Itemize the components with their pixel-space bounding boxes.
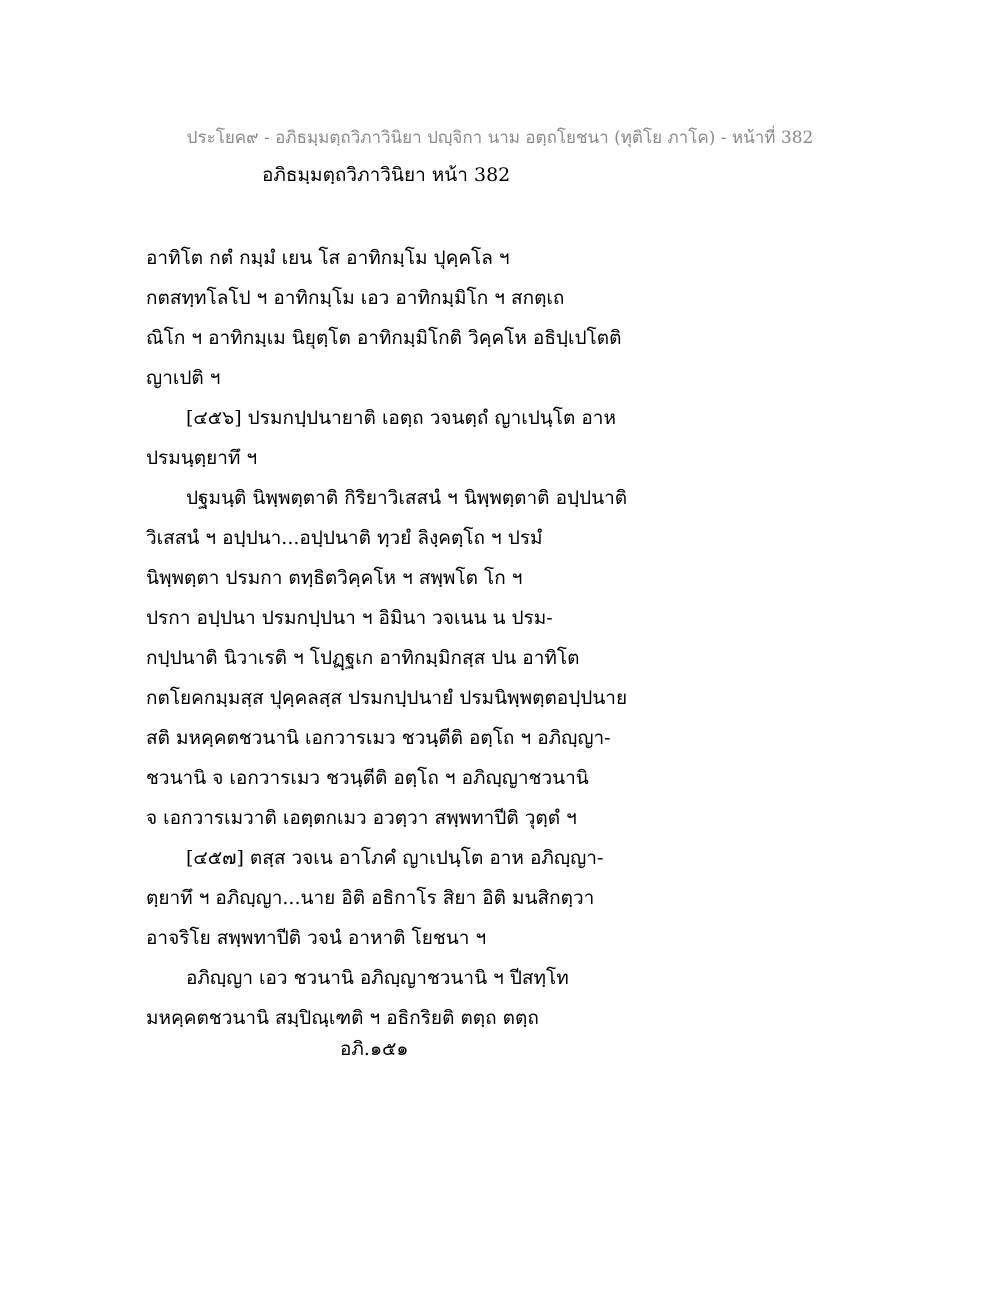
text-line: จ เอกวารเมวาติ เอตฺตกเมว อวตฺวา สพฺพทาปีติ วุตฺตํ ฯ: [146, 807, 577, 829]
text-line: วิเสสนํ ฯ อปฺปนา...อปฺปนาติ ทฺวยํ ลิงฺคตฺโถ ฯ ปรมํ: [146, 527, 543, 549]
paragraph-start-line: [๔๕๖] ปรมกปฺปนายาติ เอตฺถ วจนตฺถํ ญาเปนฺโต อาห: [186, 407, 616, 429]
text-line: กตโยคกมฺมสฺส ปุคฺคลสฺส ปรมกปฺปนายํ ปรมนิพฺพตฺตอปฺปนาย: [146, 687, 628, 709]
text-line: ปรกา อปฺปนา ปรมกปฺปนา ฯ อิมินา วจเนน น ปรม-: [146, 607, 553, 629]
text-line: กตสทฺทโลโป ฯ อาทิกมฺโม เอว อาทิกมฺมิโก ฯ สกตฺเถ: [146, 287, 565, 309]
paragraph-start-line: [๔๕๗] ตสฺส วจเน อาโภคํ ญาเปนฺโต อาห อภิญฺญา-: [186, 847, 604, 869]
paragraph-start-line: อภิญฺญา เอว ชวนานิ อภิญฺญาชวนานิ ฯ ปีสทฺโท: [186, 967, 569, 989]
text-line: สติ มหคฺคตชวนานิ เอกวารเมว ชวนฺตีติ อตฺโถ ฯ อภิญฺญา-: [146, 727, 611, 749]
text-line: มหคฺคตชวนานิ สมฺปิณฺเฑติ ฯ อธิกริยติ ตตฺถ ตตฺถ: [146, 1007, 539, 1029]
body-text: [146, 238, 846, 1038]
page-heading: อภิธมฺมตฺถวิภาวินิยา หน้า 382: [262, 164, 511, 186]
paragraph-start-line: ปฐมนฺติ นิพฺพตฺตาติ กิริยาวิเสสนํ ฯ นิพฺพตฺตาติ อปฺปนาติ: [186, 487, 628, 509]
text-line: ชวนานิ จ เอกวารเมว ชวนฺตีติ อตฺโถ ฯ อภิญฺญาชวนานิ: [146, 767, 589, 789]
running-header-text: ประโยค๙ - อภิธมฺมตฺถวิภาวินิยา ปญฺจิกา นาม อตฺถโยชนา (ทุติโย ภาโค) - หน้าที่ 382: [186, 128, 814, 148]
running-header: [0, 124, 1000, 151]
text-line: นิพฺพตฺตา ปรมกา ตทฺธิตวิคฺคโห ฯ สพฺพโต โก ฯ: [146, 567, 523, 589]
text-line: ตฺยาทึ ฯ อภิญฺญา...นาย อิติ อธิกาโร สิยา อิติ มนสิกตฺวา: [146, 887, 595, 909]
text-line: ปรมนฺตฺยาทึ ฯ: [146, 447, 258, 469]
text-line: อาจริโย สพฺพทาปีติ วจนํ อาหาติ โยชนา ฯ: [146, 927, 487, 949]
text-line: กปฺปนาติ นิวาเรติ ฯ โปฏฺฐเก อาทิกมฺมิกสฺส ปน อาทิโต: [146, 647, 580, 669]
text-line: อาทิโต กตํ กมฺมํ เยน โส อาทิกมฺโม ปุคฺคโล ฯ: [146, 247, 510, 269]
text-line: ณิโก ฯ อาทิกมฺเม นิยุตฺโต อาทิกมฺมิโกติ วิคฺคโห อธิปฺเปโตติ: [146, 327, 622, 349]
text-line: ญาเปติ ฯ: [146, 367, 221, 389]
page-footer-signature: อภิ.๑๕๑: [340, 1038, 409, 1060]
